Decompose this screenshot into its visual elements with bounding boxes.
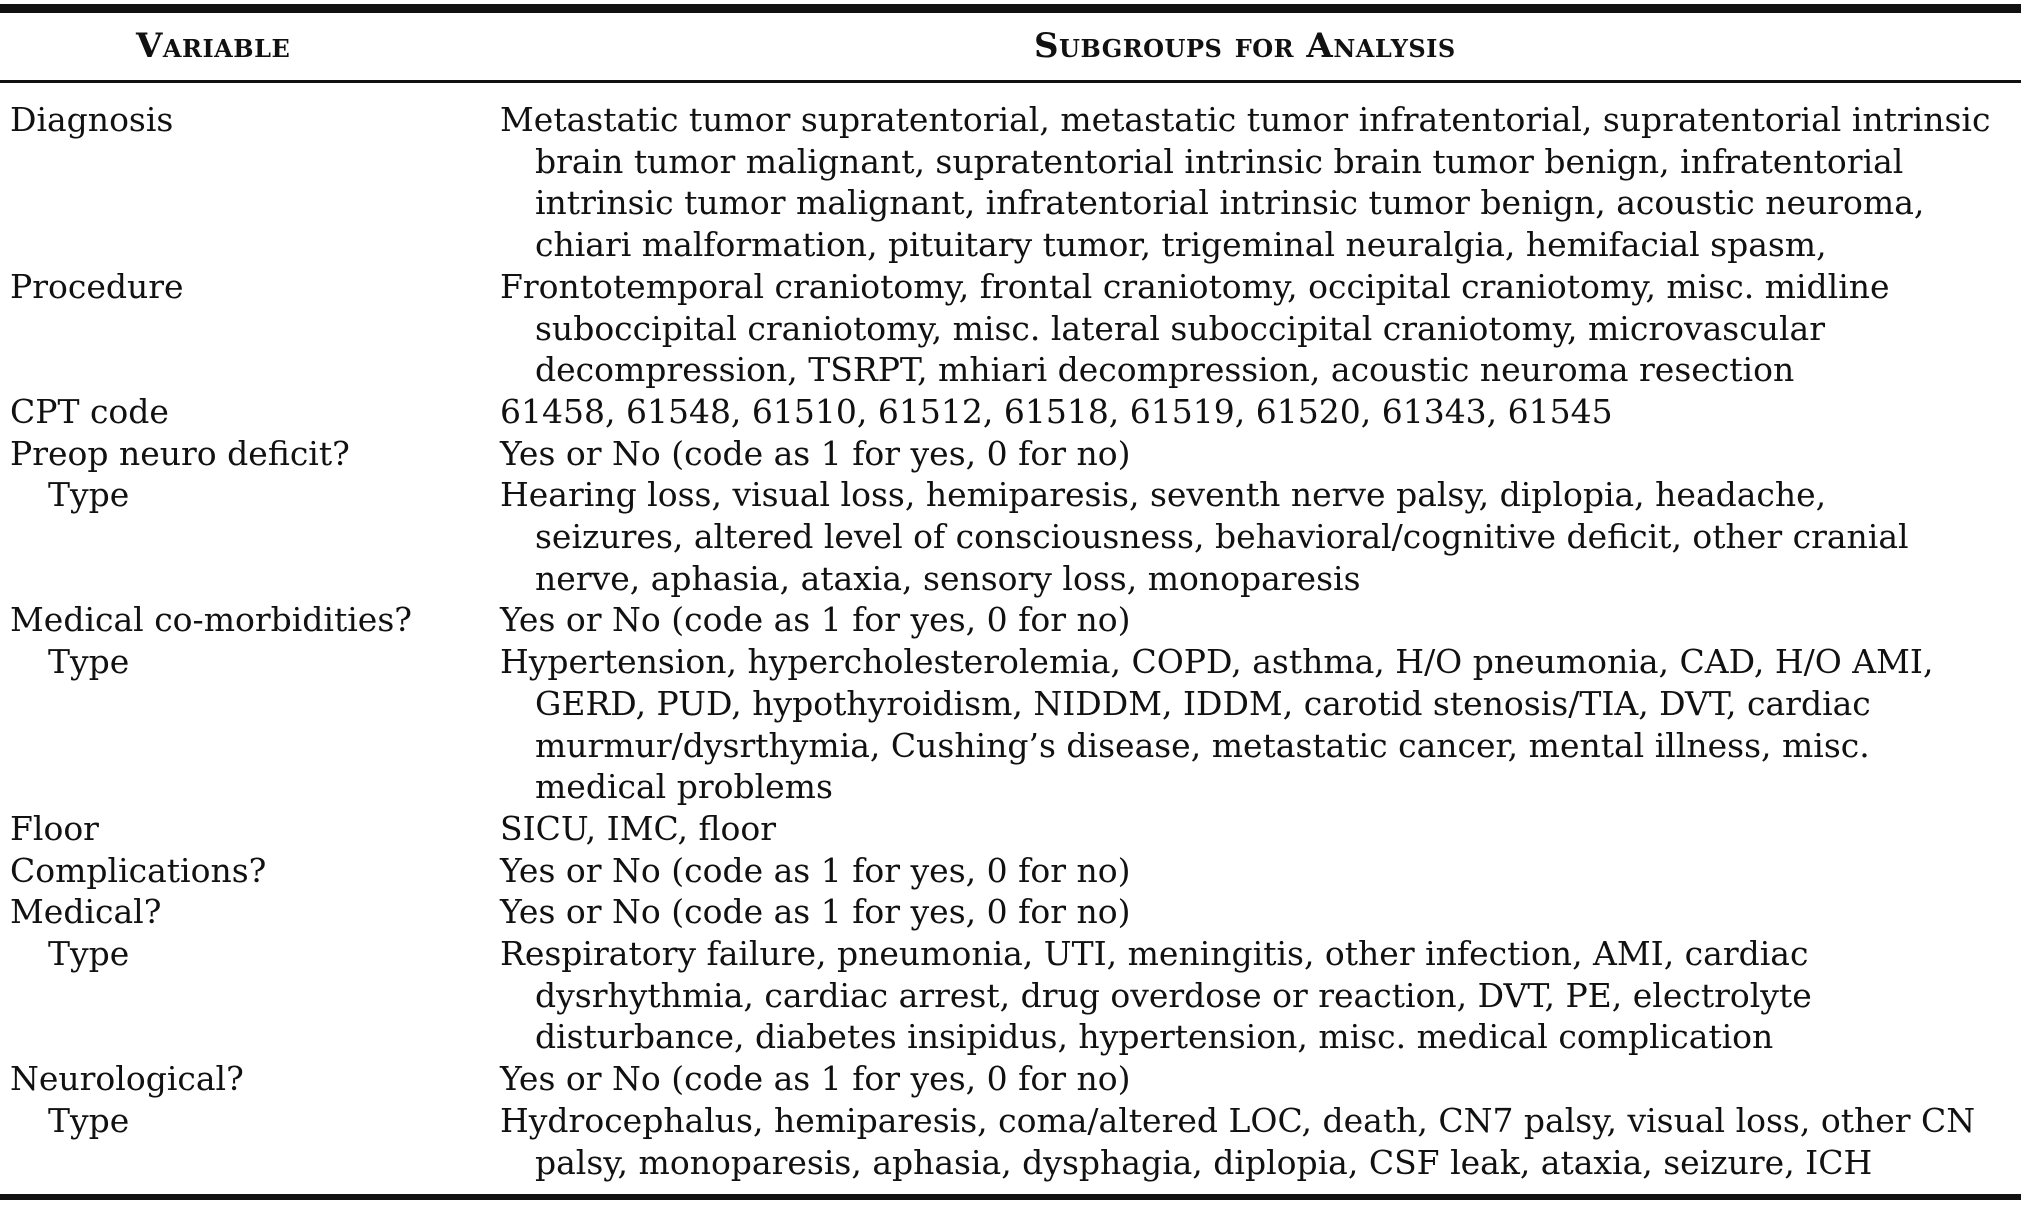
subgroups-text-line: SICU, IMC, floor	[500, 808, 777, 848]
table-row	[0, 99, 2021, 266]
table-row	[0, 266, 2021, 391]
column-header-subgroups: Subgroups for Analysis	[1034, 26, 1456, 66]
table-row	[0, 891, 2021, 933]
variable-subtype-label: Type	[48, 642, 130, 682]
subgroups-cell	[500, 599, 2021, 641]
table-row	[0, 391, 2021, 433]
column-header-variable: Variable	[136, 26, 291, 66]
variable-label: Medical?	[10, 892, 162, 932]
variable-label: Preop neuro deficit?	[10, 433, 350, 473]
subgroups-text-line: intrinsic tumor malignant, infratentorial intrinsic tumor benign, acoustic neuroma,	[535, 183, 1925, 223]
subgroups-cell	[500, 433, 2021, 475]
variable-label: Neurological?	[10, 1059, 244, 1099]
subgroups-text-line: 61458, 61548, 61510, 61512, 61518, 61519, 61520, 61343, 61545	[500, 391, 1613, 431]
subgroups-text-line: disturbance, diabetes insipidus, hypertension, misc. medical complication	[535, 1017, 1774, 1057]
subgroups-text-line: Yes or No (code as 1 for yes, 0 for no)	[500, 1059, 1131, 1099]
subgroups-cell	[500, 641, 2021, 808]
table-row	[0, 641, 2021, 808]
variable-label: Diagnosis	[10, 100, 174, 139]
table-body	[0, 99, 2021, 1183]
table-top-rule	[0, 4, 2021, 13]
table-bottom-rule	[0, 1194, 2021, 1200]
subgroups-cell	[500, 891, 2021, 933]
subgroups-text-line: Metastatic tumor supratentorial, metastatic tumor infratentorial, supratentorial intrinsic	[500, 100, 1991, 139]
table-row	[0, 433, 2021, 475]
subgroups-text-line: nerve, aphasia, ataxia, sensory loss, monoparesis	[535, 558, 1361, 598]
subgroups-cell	[500, 1100, 2021, 1183]
subgroups-text-line: Yes or No (code as 1 for yes, 0 for no)	[500, 433, 1131, 473]
variable-subtype-label: Type	[48, 1100, 130, 1140]
subgroups-cell	[500, 474, 2021, 599]
table-row	[0, 933, 2021, 1058]
subgroups-cell	[500, 933, 2021, 1058]
subgroups-text-line: Hydrocephalus, hemiparesis, coma/altered LOC, death, CN7 palsy, visual loss, other CN	[500, 1100, 1976, 1140]
subgroups-cell	[500, 266, 2021, 391]
subgroups-text-line: brain tumor malignant, supratentorial intrinsic brain tumor benign, infratentorial	[535, 141, 1904, 181]
subgroups-cell	[500, 808, 2021, 850]
table-header-rule	[0, 80, 2021, 83]
subgroups-text-line: suboccipital craniotomy, misc. lateral suboccipital craniotomy, microvascular	[535, 308, 1825, 348]
table-row	[0, 808, 2021, 850]
table-row	[0, 474, 2021, 599]
variable-subtype-label: Type	[48, 934, 130, 974]
variable-label: Complications?	[10, 850, 267, 890]
table-row	[0, 599, 2021, 641]
subgroups-text-line: Yes or No (code as 1 for yes, 0 for no)	[500, 850, 1131, 890]
subgroups-text-line: palsy, monoparesis, aphasia, dysphagia, diplopia, CSF leak, ataxia, seizure, ICH	[535, 1142, 1873, 1182]
subgroups-text-line: seizures, altered level of consciousness, behavioral/cognitive deficit, other cranial	[535, 517, 1909, 557]
variable-label: CPT code	[10, 391, 169, 431]
subgroups-text-line: Hearing loss, visual loss, hemiparesis, seventh nerve palsy, diplopia, headache,	[500, 475, 1827, 515]
subgroups-cell	[500, 99, 2021, 266]
subgroups-text-line: Hypertension, hypercholesterolemia, COPD, asthma, H/O pneumonia, CAD, H/O AMI,	[500, 642, 1934, 682]
subgroups-cell	[500, 391, 2021, 433]
subgroups-text-line: medical problems	[535, 767, 833, 807]
subgroups-text-line: Respiratory failure, pneumonia, UTI, meningitis, other infection, AMI, cardiac	[500, 934, 1809, 974]
table-row	[0, 850, 2021, 892]
subgroups-cell	[500, 850, 2021, 892]
variable-subtype-label: Type	[48, 475, 130, 515]
subgroups-text-line: Frontotemporal craniotomy, frontal craniotomy, occipital craniotomy, misc. midline	[500, 266, 1890, 306]
subgroups-text-line: dysrhythmia, cardiac arrest, drug overdose or reaction, DVT, PE, electrolyte	[535, 975, 1812, 1015]
subgroups-text-line: GERD, PUD, hypothyroidism, NIDDM, IDDM, carotid stenosis/TIA, DVT, cardiac	[535, 683, 1871, 723]
subgroups-text-line: decompression, TSRPT, mhiari decompression, acoustic neuroma resection	[535, 350, 1795, 390]
variable-label: Medical co-morbidities?	[10, 600, 412, 640]
table-row	[0, 1100, 2021, 1183]
subgroups-cell	[500, 1058, 2021, 1100]
subgroups-text-line: Yes or No (code as 1 for yes, 0 for no)	[500, 600, 1131, 640]
subgroups-text-line: Yes or No (code as 1 for yes, 0 for no)	[500, 892, 1131, 932]
subgroups-text-line: chiari malformation, pituitary tumor, trigeminal neuralgia, hemifacial spasm,	[535, 225, 1827, 265]
variable-label: Procedure	[10, 266, 184, 306]
variable-label: Floor	[10, 808, 99, 848]
table-row	[0, 1058, 2021, 1100]
subgroups-text-line: murmur/dysrthymia, Cushing’s disease, metastatic cancer, mental illness, misc.	[535, 725, 1870, 765]
